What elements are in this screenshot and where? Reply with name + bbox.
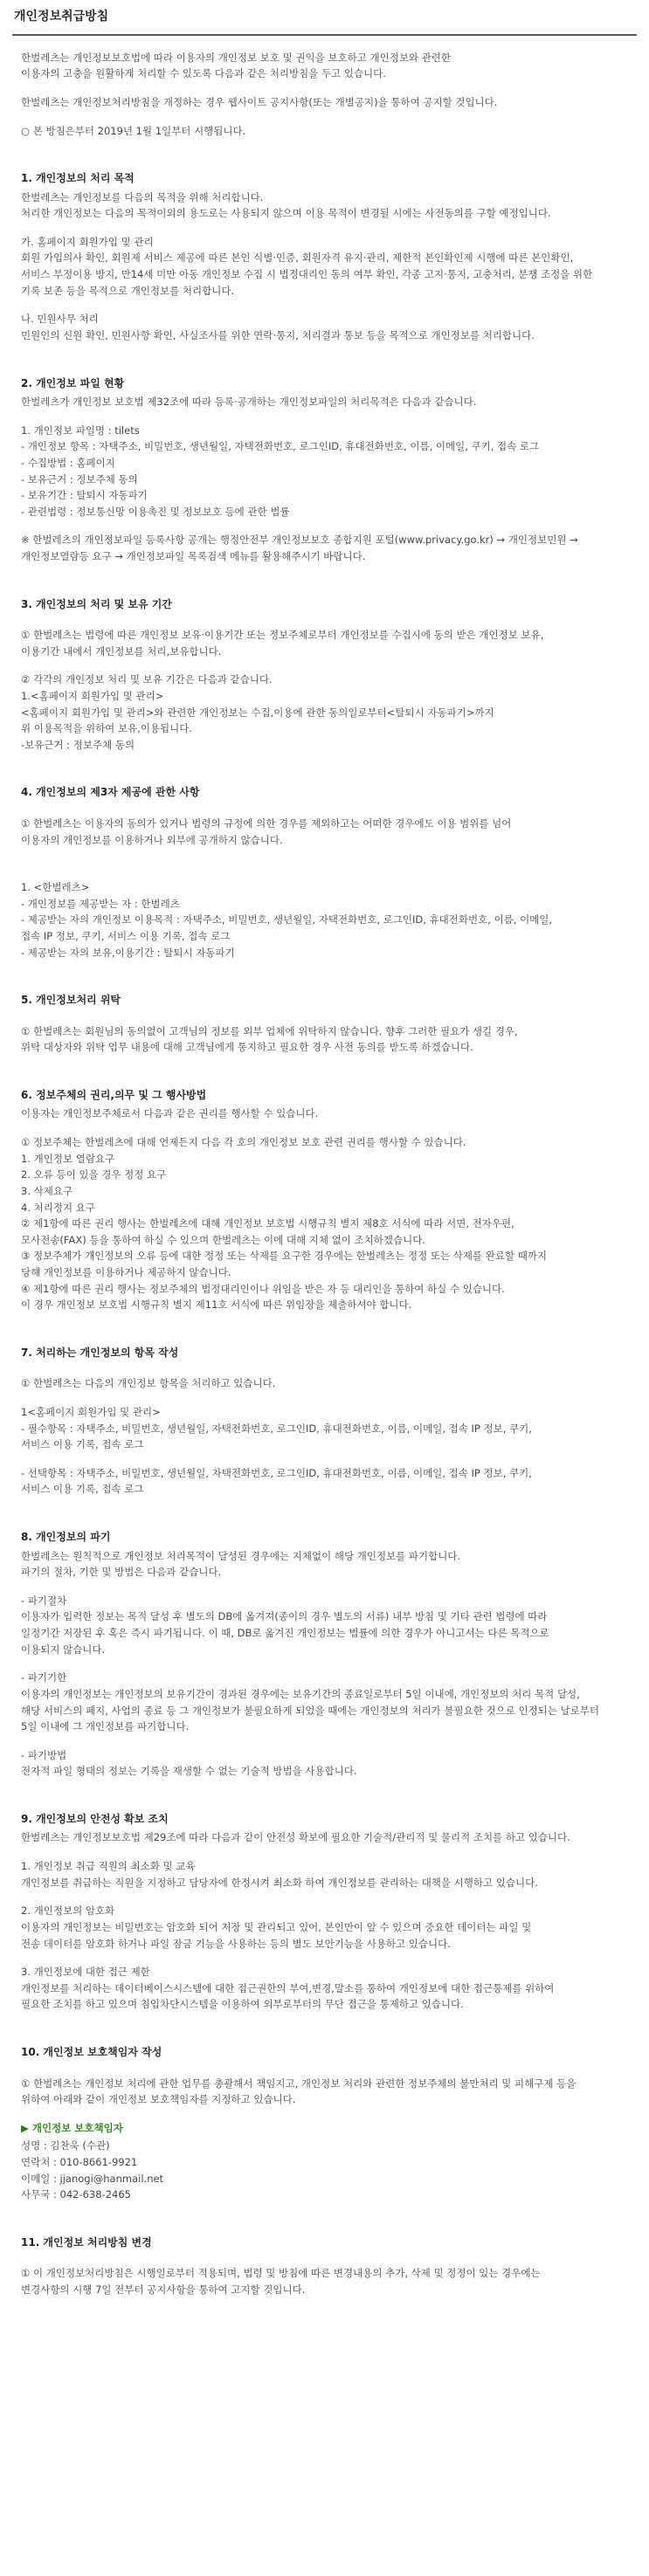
paragraph: 3. 개인정보에 대한 접근 제한 개인정보를 처리하는 데이터베이스시스템에 대한 접근권한의 부여,변경,말소를 통하여 개인정보에 대한 접근통제를 위하여 필요한 조치를 하고 있으며 침입차단시스템을 이용하여 외부로부터의 무단 접근을 통제하고 있습니다.: [21, 1966, 555, 2011]
paragraph: ② 각각의 개인정보 처리 및 보유 기간은 다음과 같습니다. 1.<홈페이지 회원가입 및 관리> <홈페이지 회원가입 및 관리>와 관련한 개인정보는 수집,이용에 관한 동의일로부터<탈퇴시 자동파기>까지 위 이용목적을 위하여 보유,이용됩니다. -보유근거 : 정보주체 동의: [21, 673, 494, 751]
spacer: [21, 615, 628, 627]
spacer: [21, 803, 628, 816]
section-heading: 6. 정보주체의 권리,의무 및 그 행사방법: [21, 1088, 207, 1101]
page-title: 개인정보취급방침: [14, 10, 109, 24]
paragraph: 한벌레츠는 개인정보를 다음의 목적을 위해 처리합니다. 처리한 개인정보는 다음의 목적이외의 용도로는 사용되지 않으며 이용 목적이 변경될 시에는 사전동의를 구할 예정입니다.: [21, 190, 551, 220]
spacer: [21, 848, 628, 879]
section-heading: 1. 개인정보의 처리 목적: [21, 172, 135, 185]
spacer: [21, 1392, 628, 1404]
policy-content: [0, 36, 649, 2298]
spacer: [21, 82, 628, 94]
spacer: [21, 344, 628, 375]
paragraph: - 파기방법 전자적 파일 형태의 정보는 기록을 재생할 수 없는 기술적 방법을 사용합니다.: [21, 1748, 357, 1778]
privacy-officer-detail: 연락처 : 010-8661-9921: [21, 2156, 138, 2169]
privacy-officer-box: [21, 2120, 628, 2203]
spacer: [21, 1735, 628, 1747]
paragraph: ① 한벌레츠는 다음의 개인정보 항목을 처리하고 있습니다.: [21, 1377, 276, 1390]
spacer: [21, 961, 628, 992]
paragraph: ① 정보주체는 한벌레츠에 대해 언제든지 다음 각 호의 개인정보 보호 관련 권리를 행사할 수 있습니다. 1. 개인정보 열람요구 2. 오류 등이 있을 경우 정정 요구 3. 삭제요구 4. 처리정지 요구 ② 제1항에 따른 권리 행사는 한벌레츠에 대해 개인정보 보호법 시행규칙 별지 제8호 서식에 따라 서면, 전자우편, 모사전송(FAX) 등을 통하여 하실 수 있으며 한벌레츠는 이에 대해 지체 없이 조치하겠습니다. ③ 정보주체가 개인정보의 오류 등에 대한 정정 또는 삭제를 요구한 경우에는 한벌레츠는 정정 또는 삭제를 완료할 때까지 당해 개인정보를 이용하거나 제공하지 않습니다. ④ 제1항에 따른 권리 행사는 정보주체의 법정대리인이나 위임을 받은 자 등 대리인을 통하여 하실 수 있습니다. 이 경우 개인정보 보호법 시행규칙 별지 제11호 서식에 따른 위임장을 제출하셔야 합니다.: [21, 1136, 548, 1312]
spacer: [21, 659, 628, 672]
paragraph: ① 한벌레츠는 개인정보 처리에 관한 업무를 총괄해서 책임지고, 개인정보 처리와 관련한 정보주체의 불만처리 및 피해구제 등을 위하여 아래와 같이 개인정보 보호책임자를 지정하고 있습니다.: [21, 2077, 577, 2106]
spacer: [21, 1581, 628, 1593]
paragraph: 한벌레츠는 원칙적으로 개인정보 처리목적이 달성된 경우에는 지체없이 해당 개인정보를 파기합니다. 파기의 절차, 기한 및 방법은 다음과 같습니다.: [21, 1549, 461, 1579]
spacer: [21, 753, 628, 784]
paragraph: ① 이 개인정보처리방침은 시행일로부터 적용되며, 법령 및 방침에 따른 변경내용의 추가, 삭제 및 정정이 있는 경우에는 변경사항의 시행 7일 전부터 공지사항을 통하여 고지할 것입니다.: [21, 2267, 541, 2296]
spacer: [21, 1453, 628, 1465]
paragraph: 1<홈페이지 회원가입 및 관리> - 필수항목 : 자택주소, 비밀번호, 생년월일, 자택전화번호, 로그인ID, 휴대전화번호, 이름, 이메일, 접속 IP 정보, 쿠키, 서비스 이용 기록, 접속 로그: [21, 1405, 532, 1451]
paragraph: ※ 한벌레츠의 개인정보파일 등록사항 공개는 행정안전부 개인정보보호 종합지원 포털(www.privacy.go.kr) → 개인정보민원 → 개인정보열람등 요구 → 개인정보파일 목록검색 메뉴를 활용해주시기 바랍니다.: [21, 534, 578, 563]
paragraph: 나. 민원사무 처리 민원인의 신원 확인, 민원사항 확인, 사실조사를 위한 연락·통지, 처리결과 통보 등을 목적으로 개인정보를 처리합니다.: [21, 313, 535, 341]
spacer: [21, 1780, 628, 1811]
spacer: [21, 520, 628, 532]
spacer: [21, 410, 628, 423]
paragraph: - 파기기한 이용자의 개인정보는 개인정보의 보유기간이 경과된 경우에는 보유기간의 종료일로부터 5일 이내에, 개인정보의 처리 목적 달성, 해당 서비스의 폐지, 사업의 종료 등 그 개인정보가 불필요하게 되었을 때에는 개인정보의 처리가 불필요한 것으로 인정되는 날로부터 5일 이내에 그 개인정보를 파기합니다.: [21, 1671, 600, 1733]
spacer: [21, 111, 628, 123]
spacer: [21, 222, 628, 234]
privacy-officer-title: ▶ 개인정보 보호책임자: [21, 2121, 123, 2134]
section-heading: 2. 개인정보 파일 현황: [21, 376, 125, 389]
paragraph: 한벌레츠는 개인정보보호법 제29조에 따라 다음과 같이 안전성 확보에 필요한 기술적/관리적 및 물리적 조치를 하고 있습니다.: [21, 1831, 570, 1844]
spacer: [21, 2203, 628, 2235]
privacy-officer-detail: 사무국 : 042-638-2465: [21, 2188, 131, 2201]
paragraph: ① 한벌레츠는 회원님의 동의없이 고객님의 정보를 외부 업체에 위탁하지 않습니다. 향후 그러한 필요가 생길 경우, 위탁 대상자와 위탁 업무 내용에 대해 고객님에게 통지하고 필요한 경우 사전 동의를 받도록 하겠습니다.: [21, 1024, 518, 1054]
spacer: [21, 2253, 628, 2265]
paragraph: 2. 개인정보의 암호화 이용자의 개인정보는 비밀번호는 암호화 되어 저장 및 관리되고 있어, 본인만이 알 수 있으며 중요한 데이터는 파일 및 전송 데이터를 암호화 하거나 파일 잠금 기능을 사용하는 등의 별도 보안기능을 사용하고 있습니다.: [21, 1904, 532, 1950]
section-heading: 10. 개인정보 보호책임자 작성: [21, 2046, 162, 2059]
section-heading: 3. 개인정보의 처리 및 보유 기간: [21, 597, 172, 610]
section-heading: 7. 처리하는 개인정보의 항목 작성: [21, 1346, 179, 1359]
spacer: [21, 1122, 628, 1134]
paragraph: 이용자는 개인정보주체로서 다음과 같은 권리를 행사할 수 있습니다.: [21, 1107, 319, 1120]
privacy-officer-detail: 성명 : 김찬욱 (수관): [21, 2139, 110, 2152]
section-heading: 4. 개인정보의 제3자 제공에 관한 사항: [21, 786, 200, 799]
section-heading: 9. 개인정보의 안전성 확보 조치: [21, 1813, 169, 1826]
paragraph: 한벌레츠가 개인정보 보호법 제32조에 따라 등록·공개하는 개인정보파일의 처리목적은 다음과 같습니다.: [21, 396, 477, 409]
spacer: [21, 1313, 628, 1345]
spacer: [21, 1498, 628, 1529]
paragraph: ① 한벌레츠는 법령에 따른 개인정보 보유·이용기간 또는 정보주체로부터 개인정보를 수집시에 동의 받은 개인정보 보유, 이용기간 내에서 개인정보를 처리,보유합니다.: [21, 629, 544, 658]
spacer: [21, 1657, 628, 1670]
paragraph: ① 한벌레츠는 이용자의 동의가 있거나 법령의 규정에 의한 경우를 제외하고는 어떠한 경우에도 이용 범위를 넘어 이용자의 개인정보를 이용하거나 외부에 공개하지 않습니다.: [21, 816, 512, 846]
spacer: [21, 139, 628, 170]
section-heading: 8. 개인정보의 파기: [21, 1531, 111, 1544]
spacer: [21, 1952, 628, 1964]
spacer: [21, 565, 628, 596]
paragraph: 1. 개인정보 취급 직원의 최소화 및 교육 개인정보를 취급하는 직원을 지정하고 담당자에 한정시켜 최소화 하여 개인정보를 관리하는 대책을 시행하고 있습니다.: [21, 1860, 538, 1889]
spacer: [21, 1891, 628, 1903]
paragraph: - 선택항목 : 자택주소, 비밀번호, 생년월일, 자택전화번호, 로그인ID, 휴대전화번호, 이름, 이메일, 접속 IP 정보, 쿠키, 서비스 이용 기록, 접속 로그: [21, 1466, 532, 1496]
paragraph: 한벌레츠는 개인정보보호법에 따라 이용자의 개인정보 보호 및 권익을 보호하고 개인정보와 관련한 이용자의 고충을 원활하게 처리할 수 있도록 다음과 같은 처리방침을 두고 있습니다.: [21, 51, 452, 80]
spacer: [21, 299, 628, 311]
section-heading: 5. 개인정보처리 위탁: [21, 994, 121, 1007]
paragraph: 한벌레츠는 개인정보처리방침을 개정하는 경우 웹사이트 공지사항(또는 개별공지)을 통하여 공지할 것입니다.: [21, 95, 498, 108]
spacer: [21, 2063, 628, 2076]
spacer: [21, 2013, 628, 2044]
spacer: [21, 1846, 628, 1858]
section-heading: 11. 개인정보 처리방침 변경: [21, 2235, 152, 2249]
paragraph: 1. 개인정보 파일명 : tilets - 개인정보 항목 : 자택주소, 비밀번호, 생년월일, 자택전화번호, 로그인ID, 휴대전화번호, 이름, 이메일, 쿠키, 접속 로그 - 수집방법 : 홈페이지 - 보유근거 : 정보주체 동의 - 보유기간 : 탈퇴시 자동파기 - 관련법령 : 정보통신망 이용촉진 및 정보보호 등에 관한 법률: [21, 424, 540, 518]
privacy-officer-detail: 이메일 : jjanogi@hanmail.net: [21, 2172, 164, 2185]
page-header: [12, 0, 637, 36]
paragraph: 가. 홈페이지 회원가입 및 관리 회원 가입의사 확인, 회원제 서비스 제공에 따른 본인 식별·인증, 회원자격 유지·관리, 제한적 본인확인제 시행에 따른 본인확인, 서비스 부정이용 방지, 만14세 미만 아동 개인정보 수집 시 법정대리인 동의 여부 확인, 각종 고지·통지, 고충처리, 분쟁 조정을 위한 기록 보존 등을 목적으로 개인정보를 처리합니다.: [21, 235, 593, 297]
paragraph: 1. <한벌레츠> - 개인정보를 제공받는 자 : 한벌레츠 - 제공받는 자의 개인정보 이용목적 : 자택주소, 비밀번호, 생년월일, 자택전화번호, 로그인ID, 휴대전화번호, 이름, 이메일, 접속 IP 정보, 쿠키, 서비스 이용 기록, 접속 로그 - 제공받는 자의 보유,이용기간 : 탈퇴시 자동파기: [21, 881, 553, 959]
spacer: [21, 1056, 628, 1087]
paragraph: ○ 본 방침은부터 2019년 1월 1일부터 시행됩니다.: [21, 124, 246, 137]
spacer: [21, 1363, 628, 1375]
paragraph: - 파기절차 이용자가 입력한 정보는 목적 달성 후 별도의 DB에 옮겨져(종이의 경우 별도의 서류) 내부 방침 및 기타 관련 법령에 따라 일정기간 저장된 후 혹은 즉시 파기됩니다. 이 때, DB로 옮겨진 개인정보는 법률에 의한 경우가 아니고서는 다른 목적으로 이용되지 않습니다.: [21, 1594, 549, 1656]
spacer: [21, 2108, 628, 2120]
spacer: [21, 1011, 628, 1023]
